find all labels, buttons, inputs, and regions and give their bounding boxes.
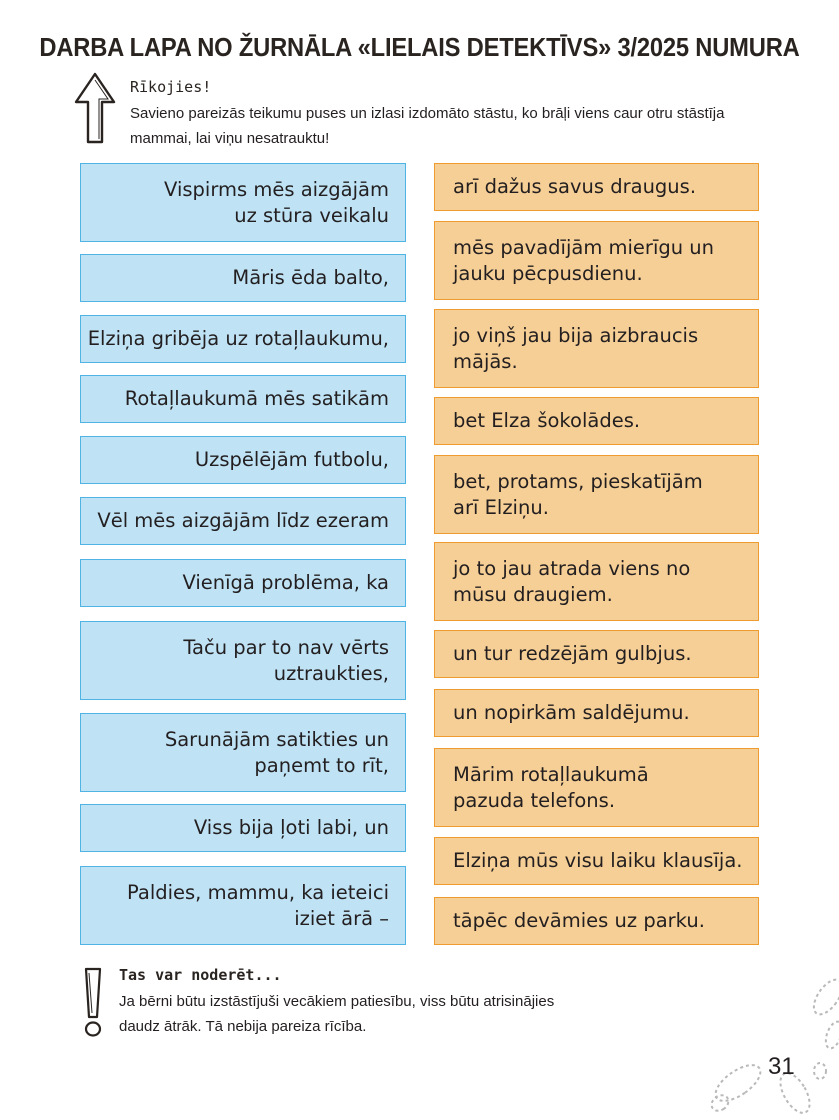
left-phrase-card[interactable]	[80, 163, 406, 242]
left-phrase-card[interactable]	[80, 804, 406, 852]
right-phrase-card[interactable]	[434, 221, 759, 300]
left-phrase-card[interactable]	[80, 254, 406, 302]
right-phrase-card[interactable]	[434, 837, 759, 885]
left-phrase-text: Vienīgā problēma, ka	[182, 571, 389, 594]
exclamation-icon	[80, 967, 106, 1039]
right-phrase-card[interactable]	[434, 163, 759, 211]
left-phrase-text: Uzspēlējām futbolu,	[194, 448, 389, 471]
footprints-icon	[700, 975, 839, 1115]
right-phrase-card[interactable]	[434, 748, 759, 827]
instructions-heading: Rīkojies!	[130, 78, 212, 96]
tip-heading: Tas var noderēt...	[119, 966, 282, 984]
left-phrase-text: Māris ēda balto,	[232, 266, 389, 289]
left-phrase-text: Rotaļlaukumā mēs satikām	[124, 387, 389, 410]
left-phrase-card[interactable]	[80, 559, 406, 607]
left-phrase-text: Sarunājām satikties un paņemt to rīt,	[164, 727, 389, 777]
up-arrow-icon	[74, 72, 116, 144]
instructions-text: Savieno pareizās teikumu puses un izlasi izdomāto stāstu, ko brāļi viens caur otru stāstīja mammai, lai viņu nesatrauktu!	[130, 105, 725, 147]
right-phrase-text: Elziņa mūs visu laiku klausīja.	[453, 849, 743, 872]
left-phrase-card[interactable]	[80, 713, 406, 792]
left-phrase-card[interactable]	[80, 436, 406, 484]
right-phrase-card[interactable]	[434, 542, 759, 621]
left-phrase-text: Vispirms mēs aizgājām uz stūra veikalu	[164, 177, 389, 227]
right-phrase-card[interactable]	[434, 689, 759, 737]
right-phrase-text: bet, protams, pieskatījām arī Elziņu.	[453, 469, 703, 519]
right-phrase-text: jo viņš jau bija aizbraucis mājās.	[453, 323, 699, 373]
left-phrase-card[interactable]	[80, 497, 406, 545]
right-phrase-text: tāpēc devāmies uz parku.	[453, 909, 705, 932]
right-phrase-text: Mārim rotaļlaukumā pazuda telefons.	[453, 762, 649, 812]
left-phrase-text: Viss bija ļoti labi, un	[193, 816, 389, 839]
left-phrase-text: Paldies, mammu, ka ieteici iziet ārā –	[126, 880, 389, 930]
right-phrase-text: un tur redzējām gulbjus.	[453, 642, 692, 665]
left-phrase-card[interactable]	[80, 866, 406, 945]
page-title: DARBA LAPA NO ŽURNĀLA «LIELAIS DETEKTĪVS» 3/2025 NUMURA	[39, 34, 800, 62]
left-phrase-text: Elziņa gribēja uz rotaļlaukumu,	[87, 327, 389, 350]
right-phrase-card[interactable]	[434, 309, 759, 388]
right-phrase-text: jo to jau atrada viens no mūsu draugiem.	[453, 556, 691, 606]
right-phrase-card[interactable]	[434, 397, 759, 445]
left-phrase-card[interactable]	[80, 315, 406, 363]
right-phrase-card[interactable]	[434, 630, 759, 678]
right-phrase-card[interactable]	[434, 455, 759, 534]
left-phrase-card[interactable]	[80, 375, 406, 423]
left-phrase-text: Vēl mēs aizgājām līdz ezeram	[97, 509, 389, 532]
left-phrase-text: Taču par to nav vērts uztraukties,	[183, 635, 389, 685]
right-phrase-text: mēs pavadījām mierīgu un jauku pēcpusdienu.	[453, 235, 715, 285]
right-phrase-text: bet Elza šokolādes.	[453, 409, 641, 432]
tip-text: Ja bērni būtu izstāstījuši vecākiem patiesību, viss būtu atrisinājies daudz ātrāk. Tā nebija pareiza rīcība.	[119, 993, 555, 1035]
page-number: 31	[768, 1053, 795, 1080]
left-phrase-card[interactable]	[80, 621, 406, 700]
right-phrase-text: arī dažus savus draugus.	[453, 175, 697, 198]
right-phrase-text: un nopirkām saldējumu.	[453, 701, 690, 724]
right-phrase-card[interactable]	[434, 897, 759, 945]
